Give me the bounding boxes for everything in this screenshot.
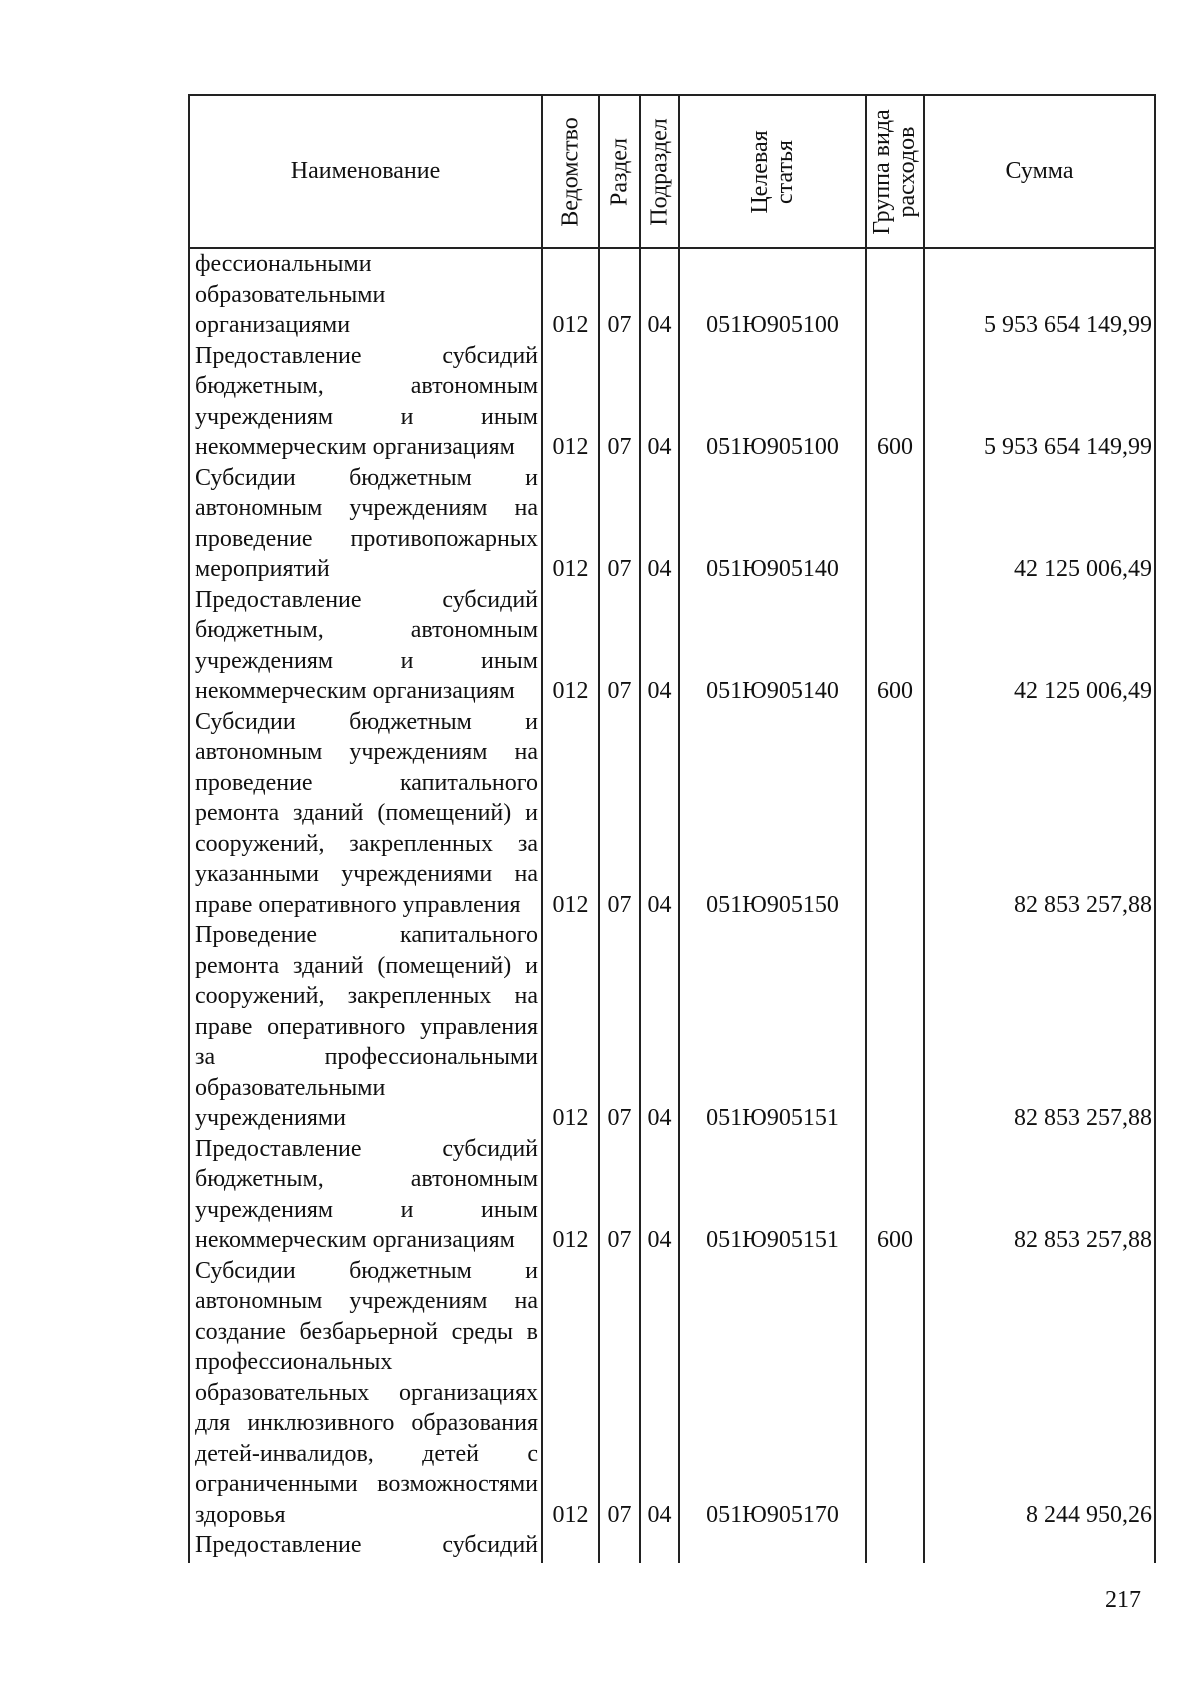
row-target-article: 051Ю905100: [679, 341, 866, 463]
row-section: 07: [599, 920, 640, 1134]
row-amount: 82 853 257,88: [924, 1134, 1155, 1256]
row-amount: 8 244 950,26: [924, 1256, 1155, 1531]
table-row: [189, 707, 1155, 921]
page-number: 217: [1105, 1587, 1141, 1613]
header-department-label: Ведомство: [557, 116, 583, 227]
row-subsection: 04: [640, 248, 679, 341]
row-expense-group: 600: [866, 585, 924, 707]
table-row: [189, 585, 1155, 707]
table-row: [189, 1256, 1155, 1531]
row-department: 012: [542, 920, 599, 1134]
row-subsection: 04: [640, 1256, 679, 1531]
table-header: [189, 95, 1155, 248]
row-expense-group: [866, 707, 924, 921]
header-target-article-label: Целевая статья: [746, 129, 798, 214]
header-section: [599, 95, 640, 248]
row-target-article: 051Ю905151: [679, 1134, 866, 1256]
row-department: 012: [542, 1134, 599, 1256]
row-subsection: 04: [640, 341, 679, 463]
row-department: 012: [542, 341, 599, 463]
row-section: 07: [599, 1256, 640, 1531]
row-name: Предоставление субсидий бюджетным, автономным учреждениям и иным некоммерческим организациям: [189, 1134, 542, 1256]
row-expense-group: [866, 463, 924, 585]
table-row: [189, 1134, 1155, 1256]
row-target-article: [679, 1530, 866, 1563]
row-subsection: 04: [640, 707, 679, 921]
row-amount: 5 953 654 149,99: [924, 248, 1155, 341]
header-subsection: [640, 95, 679, 248]
header-amount: [924, 95, 1155, 248]
row-amount: 42 125 006,49: [924, 585, 1155, 707]
table-row: [189, 463, 1155, 585]
row-expense-group: 600: [866, 341, 924, 463]
row-expense-group: [866, 1530, 924, 1563]
row-name: Субсидии бюджетным и автономным учреждениям на проведение капитального ремонта зданий (помещений) и сооружений, закрепленных за указанными учреждениями на праве оперативного управления: [189, 707, 542, 921]
row-department: 012: [542, 707, 599, 921]
row-department: 012: [542, 248, 599, 341]
row-target-article: 051Ю905100: [679, 248, 866, 341]
row-section: 07: [599, 585, 640, 707]
header-expense-group-label: Группа вида расходов: [869, 108, 920, 235]
table-row: [189, 341, 1155, 463]
row-amount: 5 953 654 149,99: [924, 341, 1155, 463]
row-section: 07: [599, 1134, 640, 1256]
row-department: 012: [542, 1256, 599, 1531]
row-target-article: 051Ю905170: [679, 1256, 866, 1531]
row-name: Предоставление субсидий: [189, 1530, 542, 1563]
header-subsection-label: Подраздел: [646, 117, 672, 226]
row-target-article: 051Ю905150: [679, 707, 866, 921]
row-target-article: 051Ю905140: [679, 585, 866, 707]
row-name: Субсидии бюджетным и автономным учреждениям на проведение противопожарных мероприятий: [189, 463, 542, 585]
row-subsection: 04: [640, 1134, 679, 1256]
row-expense-group: [866, 920, 924, 1134]
row-name: Субсидии бюджетным и автономным учреждениям на создание безбарьерной среды в профессиональных образовательных организациях для инклюзивного образования детей-инвалидов, детей с ограниченными возможностями здоровья: [189, 1256, 542, 1531]
row-amount: 42 125 006,49: [924, 463, 1155, 585]
row-subsection: 04: [640, 585, 679, 707]
header-section-label: Раздел: [606, 137, 632, 206]
table-body: [189, 248, 1155, 1563]
row-target-article: 051Ю905151: [679, 920, 866, 1134]
table-row: [189, 248, 1155, 341]
row-expense-group: 600: [866, 1134, 924, 1256]
header-name-label: Наименование: [290, 158, 441, 184]
row-section: 07: [599, 463, 640, 585]
table-row: [189, 920, 1155, 1134]
row-section: 07: [599, 341, 640, 463]
row-subsection: 04: [640, 463, 679, 585]
row-name: Проведение капитального ремонта зданий (помещений) и сооружений, закрепленных на праве оперативного управления за профессиональными образовательными учреждениями: [189, 920, 542, 1134]
row-amount: 82 853 257,88: [924, 707, 1155, 921]
header-target-article: [679, 95, 866, 248]
row-section: [599, 1530, 640, 1563]
header-department: [542, 95, 599, 248]
row-name: Предоставление субсидий бюджетным, автономным учреждениям и иным некоммерческим организациям: [189, 585, 542, 707]
header-expense-group: [866, 95, 924, 248]
row-name: фессиональными образовательными организациями: [189, 248, 542, 341]
row-section: 07: [599, 248, 640, 341]
row-amount: 82 853 257,88: [924, 920, 1155, 1134]
row-subsection: [640, 1530, 679, 1563]
table-row: [189, 1530, 1155, 1563]
row-subsection: 04: [640, 920, 679, 1134]
row-expense-group: [866, 248, 924, 341]
header-name: [189, 95, 542, 248]
budget-table: [188, 94, 1156, 1563]
row-department: [542, 1530, 599, 1563]
row-expense-group: [866, 1256, 924, 1531]
row-department: 012: [542, 585, 599, 707]
row-department: 012: [542, 463, 599, 585]
row-target-article: 051Ю905140: [679, 463, 866, 585]
row-section: 07: [599, 707, 640, 921]
row-name: Предоставление субсидий бюджетным, автономным учреждениям и иным некоммерческим организациям: [189, 341, 542, 463]
row-amount: [924, 1530, 1155, 1563]
header-amount-label: Сумма: [1005, 158, 1074, 184]
